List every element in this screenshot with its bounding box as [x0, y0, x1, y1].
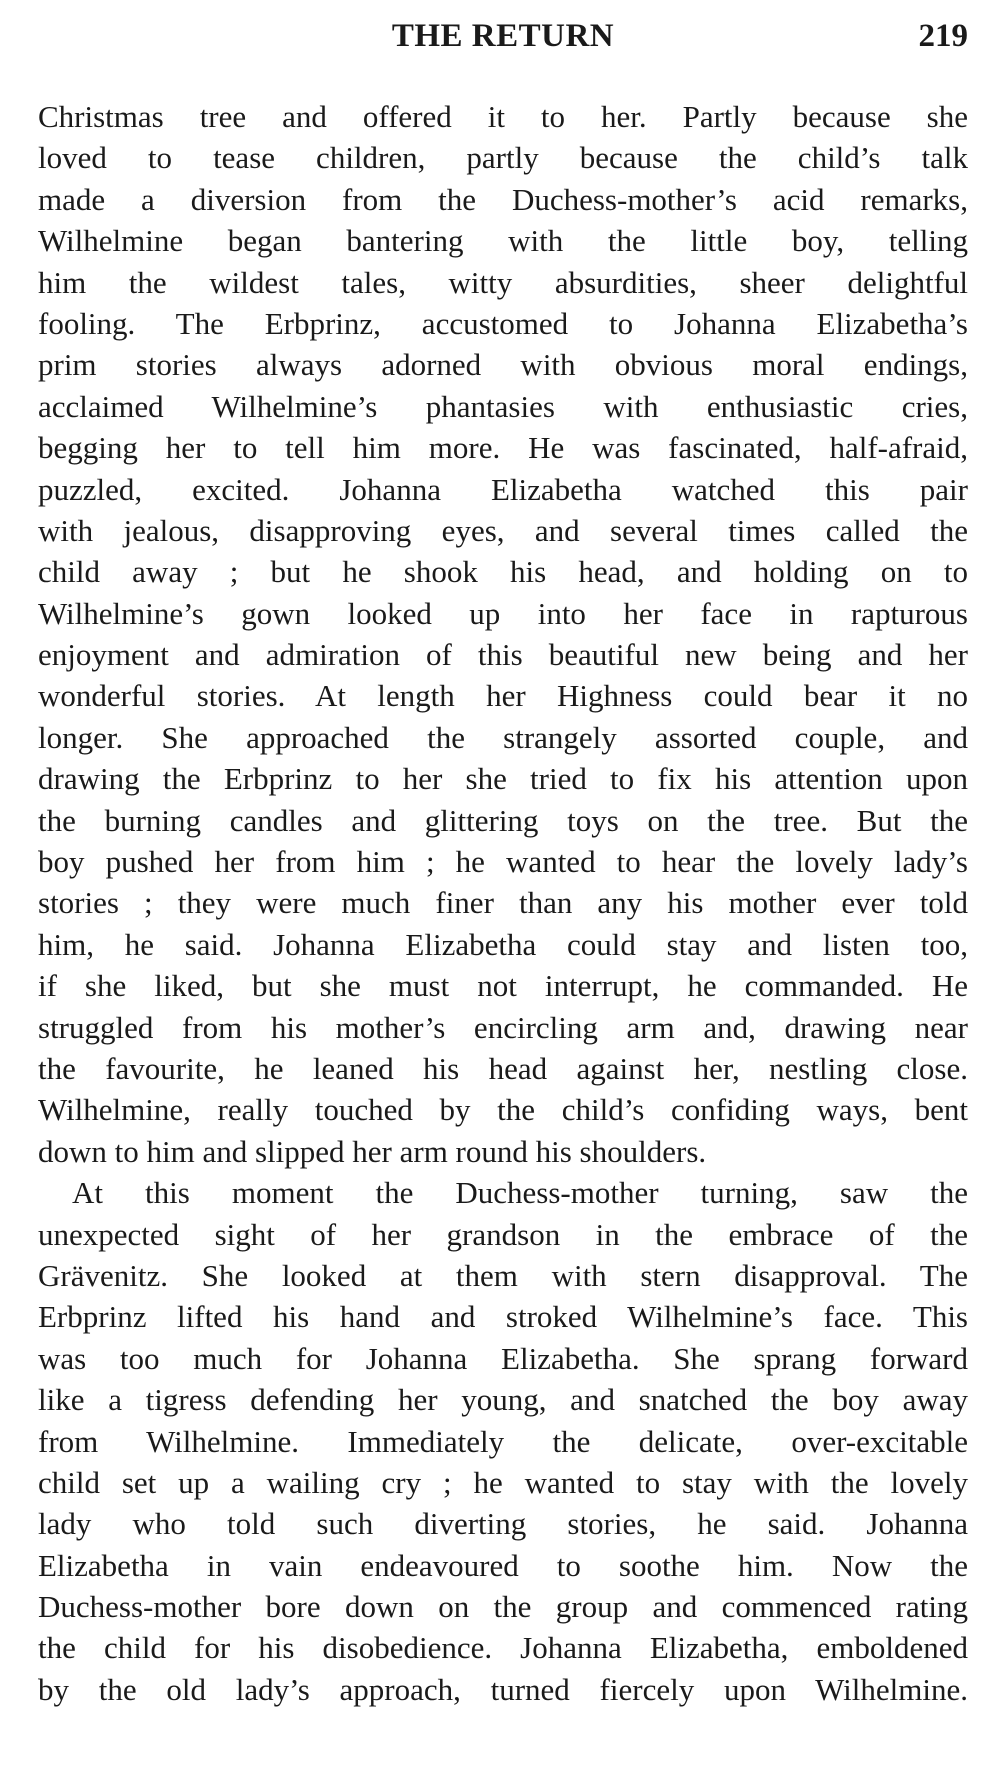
text-line: boy pushed her from him ; he wanted to hear the lovely lady’s — [38, 844, 968, 880]
text-line: made a diversion from the Duchess-mother’s acid remarks, — [38, 181, 968, 217]
text-line: puzzled, excited. Johanna Elizabetha watched this pair — [38, 471, 968, 507]
text-line: stories ; they were much finer than any his mother ever told — [38, 885, 968, 921]
text-line: struggled from his mother’s encircling arm and, drawing near — [38, 1009, 968, 1045]
text-line: Christmas tree and offered it to her. Partly because she — [38, 99, 968, 134]
text-line: lady who told such diverting stories, he said. Johanna — [38, 1506, 968, 1542]
text-line: him the wildest tales, witty absurdities, sheer delightful — [38, 264, 968, 300]
body-text — [38, 96, 968, 1710]
text-line: prim stories always adorned with obvious moral endings, — [38, 347, 968, 383]
text-line: drawing the Erbprinz to her she tried to fix his attention upon — [38, 761, 968, 797]
text-line: from Wilhelmine. Immediately the delicate, over-excitable — [38, 1423, 968, 1459]
text-line: him, he said. Johanna Elizabetha could stay and listen too, — [38, 926, 968, 962]
text-line: with jealous, disapproving eyes, and several times called the — [38, 512, 968, 548]
text-line: fooling. The Erbprinz, accustomed to Johanna Elizabetha’s — [38, 305, 968, 341]
text-line: acclaimed Wilhelmine’s phantasies with enthusiastic cries, — [38, 388, 968, 424]
text-line: the burning candles and glittering toys on the tree. But the — [38, 802, 968, 838]
text-line: Wilhelmine began bantering with the little boy, telling — [38, 223, 968, 259]
paragraph-start-line: At this moment the Duchess-mother turning, saw the — [72, 1175, 968, 1211]
text-line: wonderful stories. At length her Highness could bear it no — [38, 678, 968, 714]
page-number: 219 — [918, 18, 968, 54]
text-line: child set up a wailing cry ; he wanted to stay with the lovely — [38, 1464, 968, 1500]
text-line: if she liked, but she must not interrupt, he commanded. He — [38, 968, 968, 1004]
text-line: enjoyment and admiration of this beautiful new being and her — [38, 637, 968, 673]
paragraph-end-line: down to him and slipped her arm round his shoulders. — [38, 1133, 707, 1169]
text-line: the favourite, he leaned his head against her, nestling close. — [38, 1050, 968, 1086]
text-line: unexpected sight of her grandson in the embrace of the — [38, 1216, 968, 1252]
text-line: Elizabetha in vain endeavoured to soothe him. Now the — [38, 1547, 968, 1583]
running-head — [38, 18, 968, 68]
text-line: child away ; but he shook his head, and holding on to — [38, 554, 968, 590]
text-line: by the old lady’s approach, turned fiercely upon Wilhelmine. — [38, 1671, 968, 1707]
running-title: THE RETURN — [391, 18, 615, 54]
text-line: Wilhelmine, really touched by the child’s confiding ways, bent — [38, 1092, 968, 1128]
text-line: Erbprinz lifted his hand and stroked Wilhelmine’s face. This — [38, 1299, 968, 1335]
text-line: loved to tease children, partly because the child’s talk — [38, 140, 968, 176]
text-line: begging her to tell him more. He was fascinated, half-afraid, — [38, 430, 968, 466]
text-line: like a tigress defending her young, and snatched the boy away — [38, 1382, 968, 1418]
text-line: longer. She approached the strangely assorted couple, and — [38, 719, 968, 755]
text-line: Grävenitz. She looked at them with stern disapproval. The — [38, 1257, 968, 1293]
text-line: was too much for Johanna Elizabetha. She sprang forward — [38, 1340, 968, 1376]
text-line: Duchess-mother bore down on the group and commenced rating — [38, 1589, 968, 1625]
text-line: Wilhelmine’s gown looked up into her face in rapturous — [38, 595, 968, 631]
text-line: the child for his disobedience. Johanna Elizabetha, emboldened — [38, 1630, 968, 1666]
